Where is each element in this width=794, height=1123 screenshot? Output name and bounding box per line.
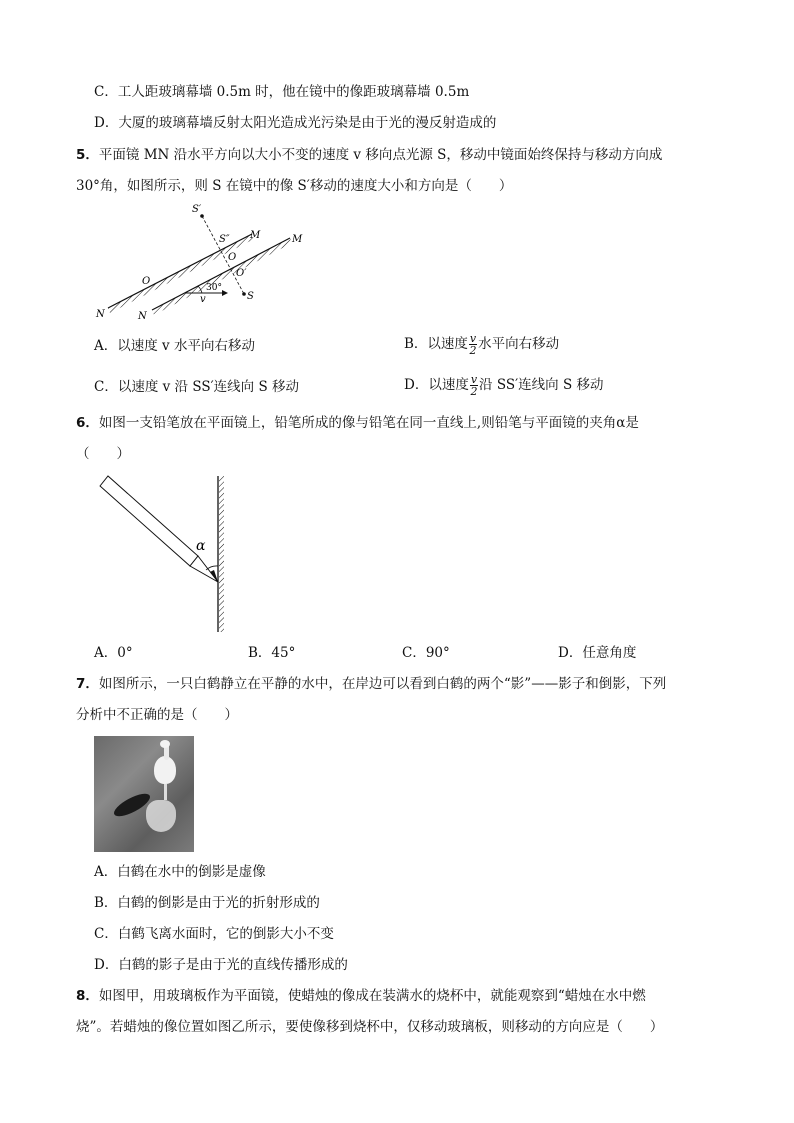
q7-number: 7． [76, 676, 99, 692]
label-o2: O [228, 252, 237, 263]
crane-legs [164, 784, 167, 800]
q7-stem-text1: 如图所示，一只白鹤静立在平静的水中，在岸边可以看到白鹤的两个“影”——影子和倒影，下列 [98, 676, 667, 692]
label-n1: N [96, 309, 105, 320]
q7-crane-photo [94, 736, 194, 852]
q5-option-d [404, 374, 604, 397]
q6-pencil-figure [90, 474, 240, 636]
label-n2: N [138, 311, 147, 322]
q8-stem-line2: 烧”。若蜡烛的像位置如图乙所示，要使像移到烧杯中，仅移动玻璃板，则移动的方向应是（ ） [76, 1019, 664, 1035]
label-alpha: α [196, 538, 206, 554]
label-s-prime: S′ [192, 204, 202, 215]
pencil-body [100, 476, 198, 566]
q5-option-d-frac [470, 374, 478, 397]
label-s-dprime: S″ [219, 234, 230, 245]
q7-stem-line2: 分析中不正确的是（ ） [76, 707, 238, 723]
q5-option-b-frac-den: 2 [469, 344, 477, 357]
label-s: S [247, 291, 254, 302]
q6-option-a: A．0° [94, 645, 133, 661]
label-m1: M [250, 230, 261, 241]
q6-stem-line2: （ ） [76, 446, 130, 462]
q8-stem-line1 [76, 987, 646, 1005]
crane-head [160, 740, 170, 748]
label-o-prime: O′ [236, 268, 247, 279]
q8-stem-text1: 如图甲，用玻璃板作为平面镜，使蜡烛的像成在装满水的烧杯中，就能观察到“蜡烛在水中燃 [98, 988, 646, 1004]
q5-option-d-frac-den: 2 [470, 385, 478, 398]
q5-number: 5． [76, 147, 99, 163]
q8-number: 8． [76, 988, 99, 1004]
q6-stem-text1: 如图一支铅笔放在平面镜上，铅笔所成的像与铅笔在同一直线上,则铅笔与平面镜的夹角α是 [98, 415, 639, 431]
q5-mirror-figure [94, 198, 324, 324]
q7-option-b: B．白鹤的倒影是由于光的折射形成的 [94, 895, 320, 911]
q6-option-b: B．45° [248, 645, 296, 661]
label-v: v [200, 294, 206, 305]
q5-stem-line2: 30°角，如图所示，则 S 在镜中的像 S′移动的速度大小和方向是（ ） [76, 178, 513, 194]
label-o1: O [142, 276, 151, 287]
q4-option-c: C．工人距玻璃幕墙 0.5m 时，他在镜中的像距玻璃幕墙 0.5m [94, 84, 470, 100]
q4-option-d: D．大厦的玻璃幕墙反射太阳光造成光污染是由于光的漫反射造成的 [94, 115, 497, 131]
point-s [242, 292, 246, 296]
q5-option-b-frac-num: v [469, 332, 477, 345]
q5-option-d-post: 沿 SS′连线向 S 移动 [479, 377, 604, 393]
q6-stem-line1 [76, 414, 639, 432]
q5-option-d-frac-num: v [470, 373, 478, 386]
q5-stem-line1 [76, 146, 662, 164]
q6-option-c: C．90° [402, 645, 450, 661]
velocity-arrow-head [222, 290, 228, 296]
q5-option-b-post: 水平向右移动 [478, 336, 560, 352]
q7-option-a: A．白鹤在水中的倒影是虚像 [94, 864, 266, 880]
crane-reflection [146, 800, 176, 832]
q7-stem-line1 [76, 675, 666, 693]
q5-stem-text1: 平面镜 MN 沿水平方向以大小不变的速度 v 移向点光源 S，移动中镜面始终保持与移动方向成 [98, 147, 663, 163]
q5-option-b-frac [469, 333, 477, 356]
q5-option-d-pre: D．以速度 [404, 377, 469, 393]
q6-option-d: D．任意角度 [558, 645, 637, 661]
q5-option-a: A．以速度 v 水平向右移动 [94, 338, 255, 354]
q6-mirror-hatch [219, 476, 224, 632]
q5-option-b-pre: B．以速度 [404, 336, 468, 352]
crane-body [154, 756, 176, 784]
q7-option-c: C．白鹤飞离水面时，它的倒影大小不变 [94, 926, 334, 942]
label-m2: M [292, 234, 303, 245]
label-angle: 30° [206, 283, 222, 293]
q6-number: 6． [76, 415, 99, 431]
q7-option-d: D．白鹤的影子是由于光的直线传播形成的 [94, 957, 348, 973]
q5-option-c: C．以速度 v 沿 SS′连线向 S 移动 [94, 379, 299, 395]
q5-option-b [404, 333, 559, 356]
